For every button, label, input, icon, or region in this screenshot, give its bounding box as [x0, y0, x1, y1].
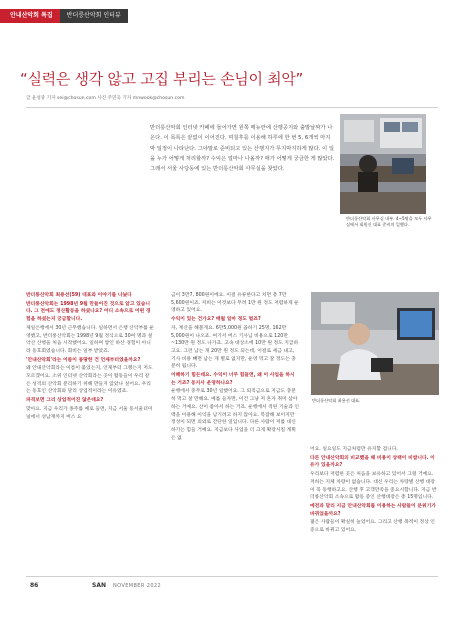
section-tag: 안내산악회 특집 — [0, 9, 60, 23]
answer-text: 운행에서 충무로 30년 일했어요. 그 퇴직금으로 지금도 충분히 먹고 살 만해요. 예를 들자면, 이건 그냥 저 혼자 취미 삼아 하는 거예요. 산이 좋아서 하는 거죠. 운행에서 적된 기술과 인맥을 이용해 이익을 남기려고 하지 않아요. 복잡해 보이지만 정성이 되면 의외로 간단한 일입니다. 다른 사람이 저를 대신 하기는 힘들 거예요. 지금보다 사업을 더 크게 확장시킬 계획은 없 — [171, 389, 299, 441]
article-column-1 — [26, 292, 154, 422]
portrait-photo-caption: 반더룽산악회 최용선 대표. — [312, 398, 361, 403]
section-tag-bar — [0, 9, 128, 23]
footer-divider — [26, 576, 438, 577]
answer-text: 우리보다 저렴한 곳은 처음을 보유하고 있어서 그럴 거예요. 저희는 지체 차량이 없습니다. 대신 우리는 차량별 산행 대장이 꼭 동행하고요. 산행 후 고객만족을 중요시합니다. 지금 반더룽산악회 소속으로 활동 중인 산행대장은 총 15명입니다. — [310, 472, 437, 501]
magazine-name: SAN — [92, 582, 106, 589]
header-divider — [26, 107, 438, 108]
article-headline: “실력은 생각 않고 고집 부리는 손님이 최악” — [20, 70, 303, 88]
question-text: 수익이 있는 건가요? 매월 얼마 정도 벌죠? — [171, 317, 261, 323]
question-text: 반더룽산악회는 1998년 9월 만들어진 것으로 알고 있습니다. 그 전에도 정산활동을 하셨나요? 어디 소속으로 어떤 경험을 하셨는지 궁금합니다. — [26, 301, 151, 323]
answer-text: 젊은 사람들이 확실히 늘었어요. 그리고 산행 목적이 정상 인증으로 바뀌고 있어요. — [310, 520, 435, 534]
answer-text: 왜 안내산악회라는 이름이 붙었는지, 언제부터 그랬는지 저도 모르겠어요. 소위 인터넷 산악회라는 곳이 활동들이 우리 같은 성격의 산악회 분리하기 위해 만들지 않았나 싶어요. 우리는 동호인 산악회와 달리 상업적이라는 이유였죠. — [26, 366, 153, 395]
answer-text: 어요. 일요일도 지금처럼만 유지할 겁니다. — [310, 447, 398, 452]
intro-paragraph: 반더룽산악회 인터넷 카페에 들어가면 원쪽 메뉴란에 산행공지와 출발날짜가 나온다. 이 목록은 끝없이 이어진다. 며칠후를 이용해 하루에 한 번 5, 6개씩 마지막 일정이 나타난다. 그야말로 준비되고 있는 산행지가 무지막지하게 많다. 이 일을 누가 어떻게 처리할까? 수익은 얼마나 나올까? 매가 어떻게 궁금한 게 많았다. 그래서 서울 사당동에 있는 반더룽산악회 사무실을 찾았다. — [150, 125, 335, 173]
question-text: 다른 안내산악회의 비교했을 때 비용이 상택이 비쌉니다. 이유가 있을까요? — [310, 455, 435, 469]
office-photo-caption: 반더룽산악회 사무실 내부. 4~5명을 모두 사무실에서 회원신 대표 준비의 일했다. — [346, 216, 432, 227]
portrait-photo — [311, 292, 439, 395]
question-text: 반더룽산악회 최용선(59) 대표와 이야기를 나눴다 — [26, 293, 132, 298]
page-number: 86 — [30, 582, 39, 589]
answer-text: 금이 3만7, 800원이에요. 이걸 유류한다고 치면 총 7만 5,600원이죠. 저희는 이것보다 무려 1만 원 정도 저렴하게 운영하고 있어요. — [171, 293, 299, 314]
office-photo — [340, 114, 426, 214]
question-text: 이해하기 힘든데요. 수익이 너무 힘들면, 왜 이 사업을 하시는 거죠? 동지사 운영하나요? — [171, 373, 295, 386]
subsection-tag: 반더룽산악회 인터뷰 — [60, 9, 128, 23]
answer-text: 제일은행에서 30년 근무했습니다. 일하면서 은행 산악부를 운영했고, 반더룽산악회는 1998년 9월 정식으로 30여 명과 설악산 산행을 처음 시작했어요. 일하며 쌓인 하산 경험이 아니라 동호회였습니다. 회비는 일부 받았죠. — [26, 325, 154, 354]
article-column-2 — [171, 292, 299, 443]
issue-date: NOVEMBER 2022 — [113, 583, 162, 589]
answer-text: 자, 계산을 해볼게요. 6만5,000원 곱하기 25명, 162만 5,000원이 나오죠. 여기서 버스 기사님 비용으로 120만~130만 원 정도 나가죠. 고속 대상소에 10만 원 정도 지급하고요. 그런 남는 게 20만 원 정도 되는데, 이걸로 세금 내고, 기사 비용 빼면 남는 게 별로 없지만, 운영 먹고 잘 정도는 충분히 됩니다. — [171, 325, 299, 370]
question-text: 예전과 달리 지금 안내산악회를 이용하는 사람들이 분위기가 바뀌었을까요? — [310, 503, 436, 517]
question-text: '안내산악회'라는 이름이 몽땅한 건 언제부터였을까요? — [26, 357, 141, 363]
question-text: 파격보면 그리 상업적이진 않은데요? — [26, 398, 104, 404]
article-column-3 — [310, 446, 438, 536]
answer-text: 맞아요. 지금 우리가 종주를 예로 들면, 지금 서울 동서울터미널에서 성남재까지 버스 요 — [26, 406, 153, 420]
byline: 글 윤성중 기자 sei@chosun.com 사진 주민욱 기자 mnwook@chosun.com — [26, 96, 185, 101]
